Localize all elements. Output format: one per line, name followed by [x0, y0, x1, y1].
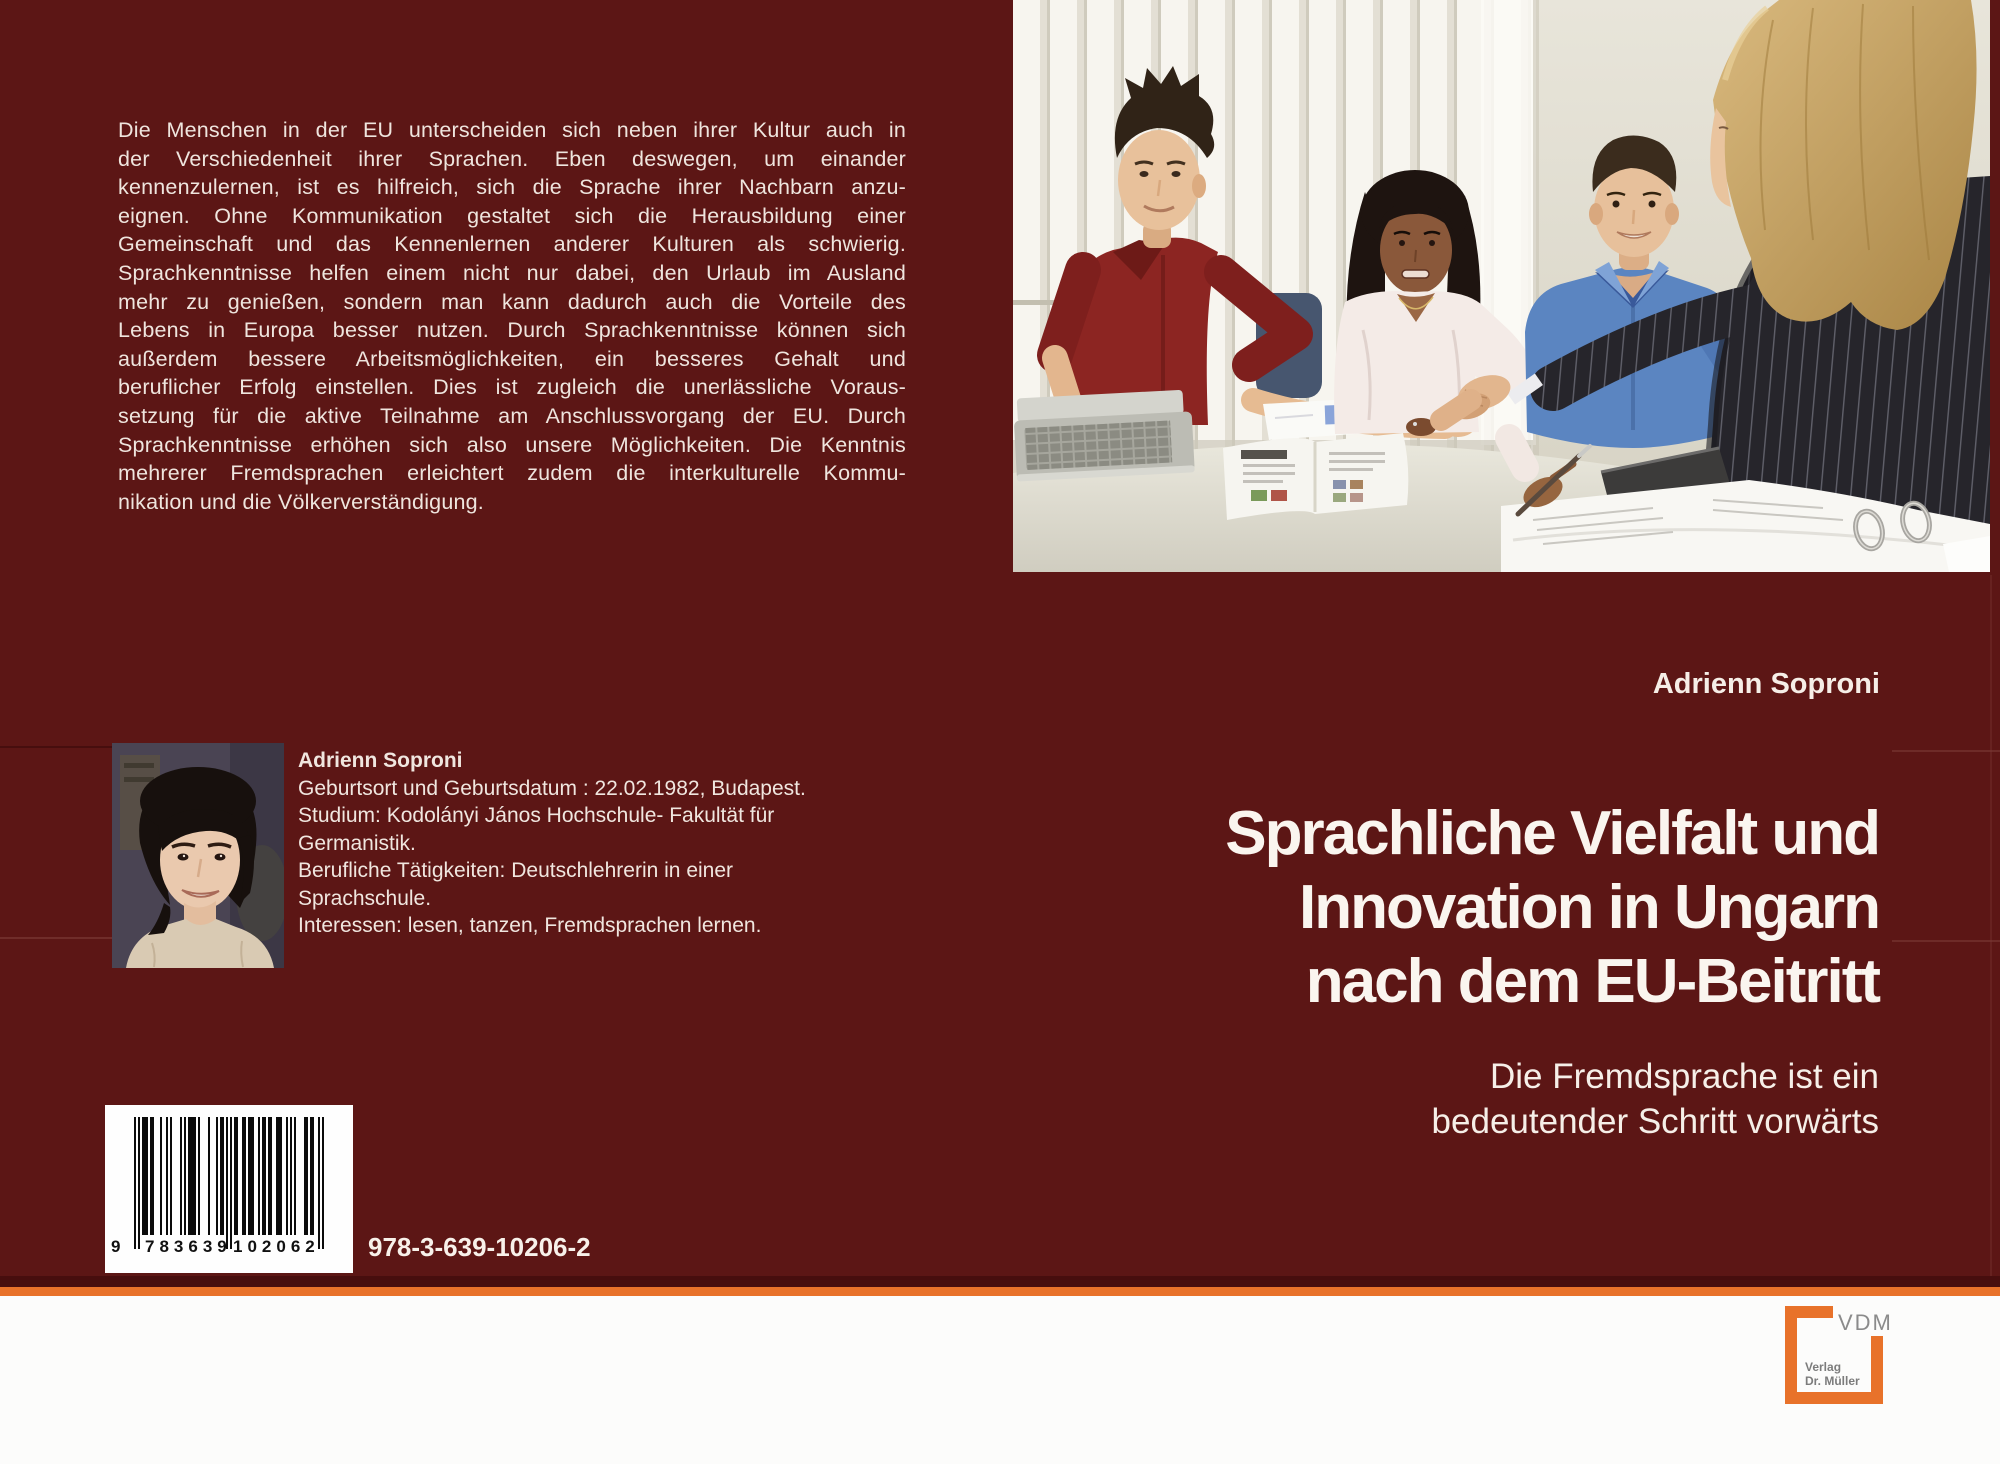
blurb-line: setzung für die aktive Teilnahme am Anschlussvorgang der EU. Durch	[118, 403, 906, 428]
isbn-label: 978-3-639-10206-2	[368, 1232, 591, 1262]
guide-line	[1892, 750, 2000, 752]
book-title	[1225, 797, 1879, 1019]
footer-orange-stripe	[0, 1287, 2000, 1296]
barcode	[105, 1105, 353, 1273]
blurb-line: kennenzulernen, ist es hilfreich, sich die Sprache ihrer Nachbarn anzu-	[118, 175, 906, 200]
front-author-name: Adrienn Soproni	[1652, 668, 1880, 700]
author-bio-name: Adrienn Soproni	[298, 749, 463, 772]
author-bio-line: Germanistik.	[298, 831, 416, 855]
blurb-line: eignen. Ohne Kommunikation gestaltet sich die Herausbildung einer	[118, 203, 906, 228]
publisher-name-line: Dr. Müller	[1805, 1374, 1860, 1388]
author-photo-illustration	[112, 743, 284, 968]
author-bio-line: Sprachschule.	[298, 886, 432, 910]
author-bio-line: Berufliche Tätigkeiten: Deutschlehrerin in einer	[298, 859, 734, 882]
title-line: nach dem EU-Beitritt	[1305, 947, 1879, 1016]
blurb-line: Gemeinschaft und das Kennenlernen anderer Kulturen als schwierig.	[118, 232, 906, 257]
author-bio	[298, 747, 898, 940]
blurb-line: mehr zu genießen, sondern man kann dadurch auch die Vorteile des	[118, 289, 906, 314]
title-line: Sprachliche Vielfalt und	[1225, 799, 1879, 868]
barcode-group1: 783639	[145, 1237, 232, 1256]
blurb-line: Sprachkenntnisse helfen einem nicht nur dabei, den Urlaub im Ausland	[118, 260, 906, 285]
book-subtitle	[1432, 1054, 1879, 1144]
barcode-group2: 102062	[233, 1237, 320, 1256]
blurb-line: der Verschiedenheit ihrer Sprachen. Eben deswegen, um einander	[118, 146, 906, 171]
blurb-line: Die Menschen in der EU unterscheiden sich neben ihrer Kultur auch in	[118, 118, 906, 142]
subtitle-line: bedeutender Schritt vorwärts	[1431, 1102, 1879, 1141]
guide-line-vertical	[1990, 575, 1992, 1287]
guide-line	[1892, 940, 2000, 942]
barcode-bars	[134, 1117, 324, 1249]
footer-dark-band	[0, 1276, 2000, 1287]
blurb-line: Sprachkenntnisse erhöhen sich also unsere Möglichkeiten. Die Kenntnis	[118, 432, 906, 457]
blurb-line: beruflicher Erfolg einstellen. Dies ist zugleich die unerlässliche Voraus-	[118, 375, 906, 400]
subtitle-line: Die Fremdsprache ist ein	[1489, 1057, 1879, 1096]
back-cover-blurb	[118, 116, 906, 516]
author-bio-line: Interessen: lesen, tanzen, Fremdsprachen lernen.	[298, 914, 762, 937]
blurb-line: außerdem bessere Arbeitsmöglichkeiten, ein besseres Gehalt und	[118, 346, 906, 371]
blurb-line: nikation und die Völkerverständigung.	[118, 489, 484, 514]
publisher-name-line: Verlag	[1805, 1360, 1842, 1374]
blurb-line: Lebens in Europa besser nutzen. Durch Sprachkenntnisse können sich	[118, 318, 906, 343]
title-line: Innovation in Ungarn	[1299, 873, 1879, 942]
footer-white-area	[0, 1296, 2000, 1464]
meeting-photo-illustration	[1013, 0, 1990, 572]
cover-photo	[1013, 0, 1990, 572]
guide-line	[0, 937, 112, 939]
vdm-logo-text: VDM	[1838, 1310, 1893, 1335]
blurb-line: mehrerer Fremdsprachen erleichtert zudem die interkulturelle Kommu-	[118, 461, 906, 486]
publisher-name	[1805, 1360, 1860, 1388]
author-bio-line: Studium: Kodolányi János Hochschule- Fakultät für	[298, 804, 775, 827]
guide-line	[0, 746, 112, 748]
author-photo	[112, 743, 284, 968]
barcode-lead-digit: 9	[111, 1237, 126, 1256]
author-bio-line: Geburtsort und Geburtsdatum : 22.02.1982, Budapest.	[298, 776, 806, 800]
